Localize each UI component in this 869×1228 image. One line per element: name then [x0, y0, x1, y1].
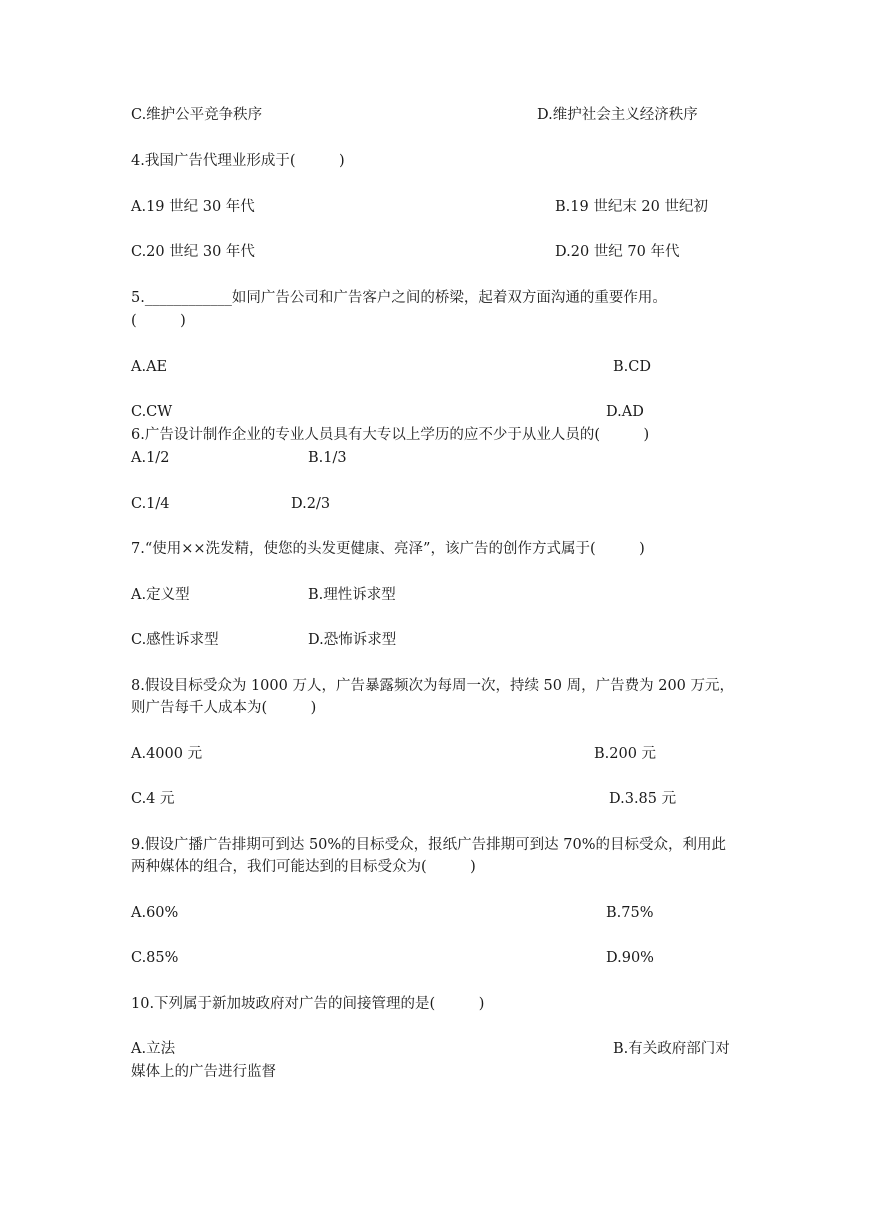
q9-option-b: B.75%	[606, 905, 654, 921]
q10-question: 10.下列属于新加坡政府对广告的间接管理的是( )	[131, 996, 485, 1012]
q5-option-c: C.CW	[131, 404, 173, 420]
q5-question-line1: 5.____________如同广告公司和广告客户之间的桥梁，起着双方面沟通的重要作用。	[131, 290, 667, 306]
q4-option-c: C.20 世纪 30 年代	[131, 244, 255, 260]
q8-option-d: D.3.85 元	[609, 791, 677, 807]
q4-question: 4.我国广告代理业形成于( )	[131, 153, 345, 169]
q9-question-line2: 两种媒体的组合，我们可能达到的目标受众为( )	[131, 859, 476, 875]
q7-question: 7.“使用××洗发精，使您的头发更健康、亮泽”，该广告的创作方式属于( )	[131, 541, 645, 557]
q9-question-line1: 9.假设广播广告排期可到达 50%的目标受众，报纸广告排期可到达 70%的目标受众，利用此	[131, 837, 727, 853]
q5-question-line2: ( )	[131, 313, 186, 329]
q5-option-a: A.AE	[131, 359, 168, 375]
q9-option-c: C.85%	[131, 950, 179, 966]
q7-option-a: A.定义型	[131, 587, 190, 603]
q3-option-d: D.维护社会主义经济秩序	[537, 107, 698, 123]
q6-option-b: B.1/3	[308, 450, 347, 466]
q6-option-d: D.2/3	[291, 496, 331, 512]
q8-option-a: A.4000 元	[131, 746, 203, 762]
q4-option-a: A.19 世纪 30 年代	[131, 199, 255, 215]
q4-option-d: D.20 世纪 70 年代	[555, 244, 680, 260]
q5-option-d: D.AD	[606, 404, 644, 420]
q8-question-line2: 则广告每千人成本为( )	[131, 700, 317, 716]
q8-option-c: C.4 元	[131, 791, 175, 807]
q5-option-b: B.CD	[613, 359, 651, 375]
q7-option-d: D.恐怖诉求型	[308, 632, 397, 648]
q9-option-d: D.90%	[606, 950, 654, 966]
q8-question-line1: 8.假设目标受众为 1000 万人，广告暴露频次为每周一次，持续 50 周，广告费为 200 万元，	[131, 678, 735, 694]
q10-option-b-line2: 媒体上的广告进行监督	[131, 1064, 276, 1080]
q9-option-a: A.60%	[131, 905, 179, 921]
q8-option-b: B.200 元	[594, 746, 657, 762]
q6-option-c: C.1/4	[131, 496, 170, 512]
q10-option-b-line1: B.有关政府部门对	[613, 1041, 730, 1057]
q3-option-c: C.维护公平竞争秩序	[131, 107, 263, 123]
q6-question: 6.广告设计制作企业的专业人员具有大专以上学历的应不少于从业人员的( )	[131, 427, 650, 443]
q4-option-b: B.19 世纪末 20 世纪初	[555, 199, 708, 215]
q7-option-b: B.理性诉求型	[308, 587, 396, 603]
q6-option-a: A.1/2	[131, 450, 170, 466]
q10-option-a: A.立法	[131, 1041, 176, 1057]
q7-option-c: C.感性诉求型	[131, 632, 219, 648]
